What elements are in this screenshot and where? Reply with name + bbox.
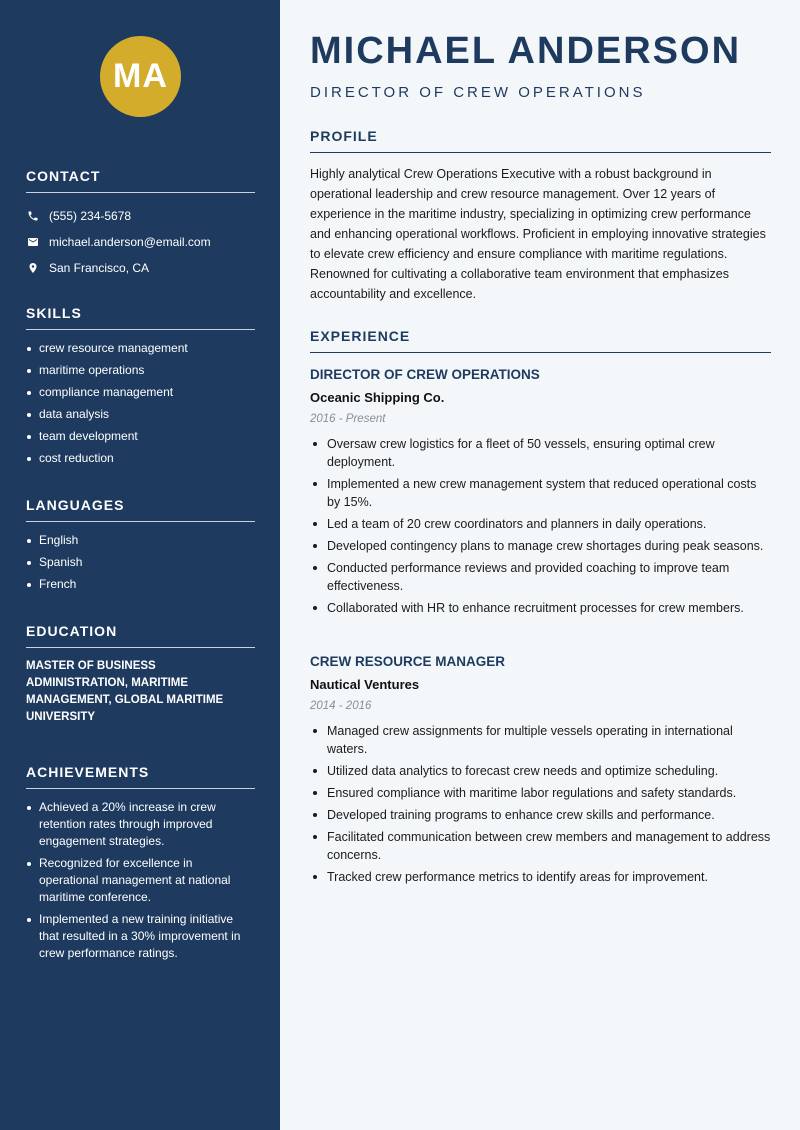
phone-icon	[26, 209, 40, 223]
language-item: French	[26, 576, 255, 593]
phone-text: (555) 234-5678	[49, 209, 132, 223]
contact-heading: CONTACT	[26, 168, 255, 193]
job-company: Oceanic Shipping Co.	[310, 390, 445, 405]
job-title: CREW RESOURCE MANAGER	[310, 654, 506, 669]
languages-heading: LANGUAGES	[26, 497, 255, 522]
skill-item: cost reduction	[26, 450, 255, 467]
contact-location	[26, 255, 255, 281]
job-entry	[310, 653, 771, 890]
education-heading: EDUCATION	[26, 623, 255, 648]
job-bullets	[310, 435, 771, 617]
candidate-name: MICHAEL ANDERSON	[310, 30, 742, 72]
sidebar	[0, 0, 280, 1130]
skill-item: compliance management	[26, 384, 255, 401]
job-title: DIRECTOR OF CREW OPERATIONS	[310, 367, 540, 382]
contact-email	[26, 229, 255, 255]
profile-text: Highly analytical Crew Operations Executive with a robust background in operational leadership and crew resource management. Over 12 years of experience in the maritime industry, specializing in optimizing crew performance and enhancing operational workflows. Proficient in employing innovative strategies to elevate crew efficiency and ensure compliance with maritime regulations. Renowned for cultivating a collaborative team environment that emphasizes accountability and excellence.	[310, 167, 766, 301]
profile-heading: PROFILE	[310, 128, 771, 153]
achievements-heading: ACHIEVEMENTS	[26, 764, 255, 789]
location-pin-icon	[26, 261, 40, 275]
skills-section	[26, 305, 255, 472]
job-bullet: Led a team of 20 crew coordinators and planners in daily operations.	[310, 515, 771, 533]
avatar-initials: MA	[100, 36, 181, 117]
job-bullets	[310, 722, 771, 886]
achievements-list	[26, 799, 255, 962]
achievement-item: Implemented a new training initiative that resulted in a 30% improvement in crew performance ratings.	[26, 911, 255, 962]
location-text: San Francisco, CA	[49, 261, 150, 275]
job-bullet: Managed crew assignments for multiple vessels operating in international waters.	[310, 722, 771, 758]
language-item: English	[26, 532, 255, 549]
skill-item: team development	[26, 428, 255, 445]
job-bullet: Conducted performance reviews and provided coaching to improve team effectiveness.	[310, 559, 771, 595]
job-bullet: Implemented a new crew management system that reduced operational costs by 15%.	[310, 475, 771, 511]
job-bullet: Developed training programs to enhance crew skills and performance.	[310, 806, 771, 824]
skill-item: crew resource management	[26, 340, 255, 357]
job-dates: 2014 - 2016	[310, 700, 372, 712]
experience-heading: EXPERIENCE	[310, 328, 771, 353]
education-section	[26, 623, 255, 726]
job-entry	[310, 366, 771, 621]
job-bullet: Collaborated with HR to enhance recruitment processes for crew members.	[310, 599, 771, 617]
skill-item: data analysis	[26, 406, 255, 423]
job-bullet: Oversaw crew logistics for a fleet of 50 vessels, ensuring optimal crew deployment.	[310, 435, 771, 471]
job-bullet: Ensured compliance with maritime labor regulations and safety standards.	[310, 784, 771, 802]
job-company: Nautical Ventures	[310, 677, 420, 692]
job-bullet: Tracked crew performance metrics to identify areas for improvement.	[310, 868, 771, 886]
achievement-item: Achieved a 20% increase in crew retention rates through improved engagement strategies.	[26, 799, 255, 850]
mail-icon	[26, 235, 40, 249]
languages-section	[26, 497, 255, 598]
skills-heading: SKILLS	[26, 305, 255, 330]
candidate-title: DIRECTOR OF CREW OPERATIONS	[310, 84, 646, 101]
achievements-section	[26, 764, 255, 967]
education-degree: MASTER OF BUSINESS ADMINISTRATION, MARITIME MANAGEMENT, GLOBAL MARITIME UNIVERSITY	[26, 660, 224, 723]
contact-section	[26, 168, 255, 281]
job-bullet: Utilized data analytics to forecast crew needs and optimize scheduling.	[310, 762, 771, 780]
job-dates: 2016 - Present	[310, 413, 386, 425]
job-bullet: Facilitated communication between crew members and management to address concerns.	[310, 828, 771, 864]
achievement-item: Recognized for excellence in operational management at national maritime conference.	[26, 855, 255, 906]
job-bullet: Developed contingency plans to manage crew shortages during peak seasons.	[310, 537, 771, 555]
email-text: michael.anderson@email.com	[49, 235, 211, 249]
skill-item: maritime operations	[26, 362, 255, 379]
skills-list	[26, 340, 255, 467]
contact-phone	[26, 203, 255, 229]
language-item: Spanish	[26, 554, 255, 571]
languages-list	[26, 532, 255, 593]
